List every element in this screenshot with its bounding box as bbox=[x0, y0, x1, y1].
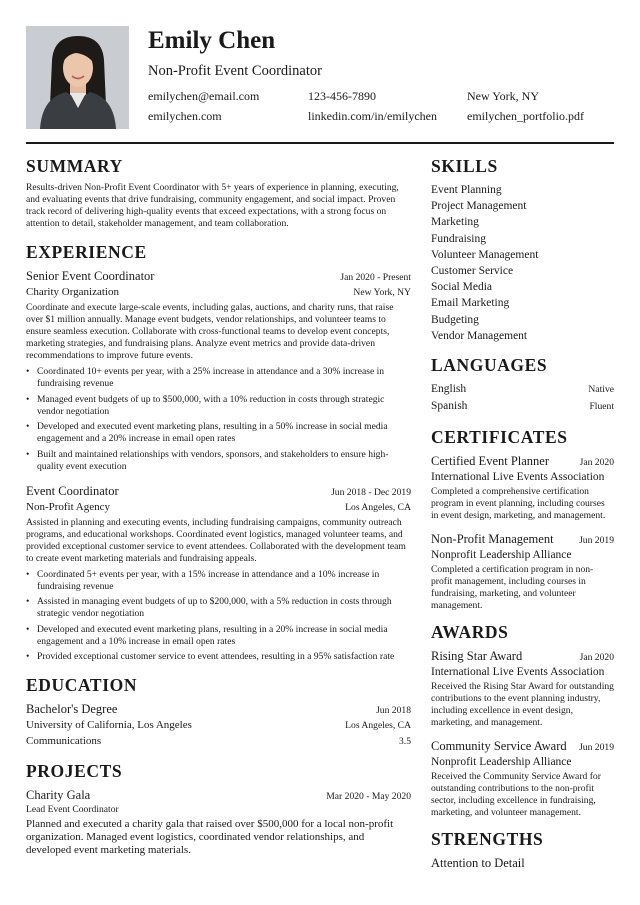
language-item bbox=[431, 381, 614, 398]
skill-item: Budgeting bbox=[431, 313, 479, 326]
education-section bbox=[26, 675, 411, 749]
job-dates: Jan 2020 - Present bbox=[340, 272, 411, 283]
contact-linkedin[interactable]: linkedin.com/in/emilychen bbox=[308, 109, 437, 123]
award-description: Received the Community Service Award for outstanding contributions to the non-profit sector, including excellence in fundraising, marketing, and volunteer management. bbox=[431, 771, 601, 819]
job-role: Senior Event Coordinator bbox=[26, 269, 155, 283]
certificate-date: Jan 2020 bbox=[579, 457, 614, 469]
contact-location: New York, NY bbox=[467, 89, 540, 103]
achievement-item: • Developed and executed event marketing plans, resulting in a 20% increase in social media engagement and a 10% increase in email open rates bbox=[26, 624, 411, 648]
section-title: SUMMARY bbox=[26, 156, 123, 176]
profile-photo bbox=[26, 26, 129, 129]
award-name: Community Service Award bbox=[431, 739, 567, 754]
section-title: STRENGTHS bbox=[431, 829, 544, 850]
skill-item: Event Planning bbox=[431, 184, 502, 196]
award-date: Jun 2019 bbox=[579, 742, 614, 754]
summary-section bbox=[26, 156, 411, 230]
experience-entry bbox=[26, 483, 411, 664]
header-divider bbox=[26, 142, 614, 144]
contact-portfolio[interactable]: emilychen_portfolio.pdf bbox=[467, 109, 584, 123]
strength-item: Attention to Detail bbox=[431, 856, 525, 871]
experience-section bbox=[26, 242, 411, 663]
section-title: AWARDS bbox=[431, 622, 509, 643]
job-description: Coordinate and execute large-scale events, including galas, auctions, and charity runs, that raise over $1 million annually. Manage event budgets, vendor relationships, and volunteer teams to ensure seamless execution. Collaborate with cross-functional teams to develop event concepts, marketing strategies, and fundraising plans. Analyze event metrics and provide data-driven recommendations to improve future events. bbox=[26, 302, 394, 361]
candidate-name: Emily Chen bbox=[148, 27, 276, 54]
contact-website[interactable]: emilychen.com bbox=[148, 109, 222, 123]
strengths-section bbox=[431, 829, 614, 871]
language-level: Native bbox=[588, 384, 614, 396]
education-date: Jun 2018 bbox=[376, 705, 411, 716]
job-description: Assisted in planning and executing events, including fundraising campaigns, community outreach programs, and educational workshops. Coordinated event logistics, managed volunteer teams, and provided exceptional customer service to event attendees. Collaborated with the development team to create event marketing materials and fundraising appeals. bbox=[26, 516, 406, 564]
language-name: Spanish bbox=[431, 400, 468, 413]
achievement-item: • Coordinated 10+ events per year, with a 25% increase in attendance and a 30% increase in fundraising revenue bbox=[26, 366, 411, 390]
achievement-item: • Coordinated 5+ events per year, with a 15% increase in attendance and a 10% increase in fundraising revenue bbox=[26, 569, 411, 593]
certificate-entry bbox=[431, 453, 614, 522]
award-org: Nonprofit Leadership Alliance bbox=[431, 756, 572, 769]
section-title: PROJECTS bbox=[26, 761, 123, 781]
award-entry bbox=[431, 648, 614, 729]
certificates-section bbox=[431, 427, 614, 612]
achievement-item: • Built and maintained relationships with vendors, sponsors, and stakeholders to ensure high-quality event execution bbox=[26, 449, 411, 473]
languages-section bbox=[431, 355, 614, 415]
award-date: Jan 2020 bbox=[579, 652, 614, 664]
section-title: CERTIFICATES bbox=[431, 427, 568, 448]
summary-text: Results-driven Non-Profit Event Coordinator with 5+ years of experience in planning, executing, and evaluating events that drive fundraising, community engagement, and social impact. Proven track record of delivering high-quality events that exceed expectations, with a strong focus on attention to detail, stakeholder management, and team collaboration. bbox=[26, 182, 399, 229]
resume-header bbox=[26, 26, 614, 130]
certificate-entry bbox=[431, 531, 614, 612]
section-title: EDUCATION bbox=[26, 675, 138, 695]
language-item bbox=[431, 398, 614, 415]
education-degree: Bachelor's Degree bbox=[26, 702, 118, 716]
contact-phone[interactable]: 123-456-7890 bbox=[308, 89, 376, 103]
education-school: University of California, Los Angeles bbox=[26, 719, 192, 731]
project-description: Planned and executed a charity gala that raised over $500,000 for a local non-profit organization. Managed event logistics, coordinated vendor relationships, and developed event marketing materials. bbox=[26, 818, 394, 856]
job-org: Non-Profit Agency bbox=[26, 500, 111, 513]
certificate-name: Certified Event Planner bbox=[431, 454, 550, 469]
profile-photo-illustration bbox=[26, 26, 129, 129]
job-org: Charity Organization bbox=[26, 286, 119, 298]
experience-entry bbox=[26, 268, 411, 473]
achievement-item: • Managed event budgets of up to $500,000, with a 10% reduction in costs through strategic vendor negotiation bbox=[26, 394, 411, 418]
achievement-item: • Assisted in managing event budgets of up to $200,000, with a 5% reduction in costs through strategic vendor negotiation bbox=[26, 596, 411, 620]
job-achievements bbox=[26, 569, 411, 664]
job-location: New York, NY bbox=[353, 287, 411, 298]
job-location: Los Angeles, CA bbox=[345, 501, 411, 513]
achievement-item: • Provided exceptional customer service to event attendees, resulting in a 95% satisfaction rate bbox=[26, 651, 411, 663]
skill-item: Email Marketing bbox=[431, 297, 510, 310]
language-name: English bbox=[431, 383, 467, 396]
skill-item: Volunteer Management bbox=[431, 248, 539, 261]
achievement-item: • Developed and executed event marketing plans, resulting in a 50% increase in social media engagement and a 20% increase in email open rates bbox=[26, 421, 411, 445]
certificate-date: Jun 2019 bbox=[579, 535, 614, 547]
education-gpa: 3.5 bbox=[399, 736, 411, 747]
project-dates: Mar 2020 - May 2020 bbox=[326, 791, 411, 802]
project-role: Lead Event Coordinator bbox=[26, 804, 119, 815]
certificate-description: Completed a comprehensive certification program in event planning, including courses in event design, marketing, and management. bbox=[431, 486, 606, 522]
left-column bbox=[26, 156, 411, 857]
language-level: Fluent bbox=[589, 401, 614, 413]
skills-section bbox=[431, 156, 614, 344]
award-name: Rising Star Award bbox=[431, 649, 523, 664]
contact-email[interactable]: emilychen@email.com bbox=[148, 89, 260, 103]
right-column bbox=[431, 156, 614, 871]
section-title: LANGUAGES bbox=[431, 355, 548, 376]
section-title: EXPERIENCE bbox=[26, 242, 147, 262]
job-dates: Jun 2018 - Dec 2019 bbox=[331, 486, 411, 498]
awards-section bbox=[431, 622, 614, 819]
section-title: SKILLS bbox=[431, 156, 498, 176]
certificate-name: Non-Profit Management bbox=[431, 532, 554, 547]
certificate-org: Nonprofit Leadership Alliance bbox=[431, 549, 572, 562]
job-achievements bbox=[26, 366, 411, 473]
project-name: Charity Gala bbox=[26, 788, 91, 802]
candidate-title: Non-Profit Event Coordinator bbox=[148, 63, 322, 79]
skill-item: Project Management bbox=[431, 200, 527, 213]
projects-section bbox=[26, 761, 411, 857]
award-org: International Live Events Association bbox=[431, 666, 605, 679]
education-field: Communications bbox=[26, 735, 102, 747]
skill-item: Fundraising bbox=[431, 232, 486, 245]
job-role: Event Coordinator bbox=[26, 483, 119, 498]
skill-item: Marketing bbox=[431, 216, 479, 229]
skill-item: Customer Service bbox=[431, 265, 514, 278]
skill-item: Vendor Management bbox=[431, 329, 528, 342]
skill-item: Social Media bbox=[431, 281, 492, 294]
certificate-org: International Live Events Association bbox=[431, 471, 605, 484]
award-entry bbox=[431, 738, 614, 819]
award-description: Received the Rising Star Award for outstanding contributions to the event planning industry, including excellence in event design, marketing, and management. bbox=[431, 681, 614, 729]
education-location: Los Angeles, CA bbox=[345, 720, 411, 731]
certificate-description: Completed a certification program in non-profit management, including courses in fundraising, marketing, and volunteer management. bbox=[431, 564, 594, 612]
